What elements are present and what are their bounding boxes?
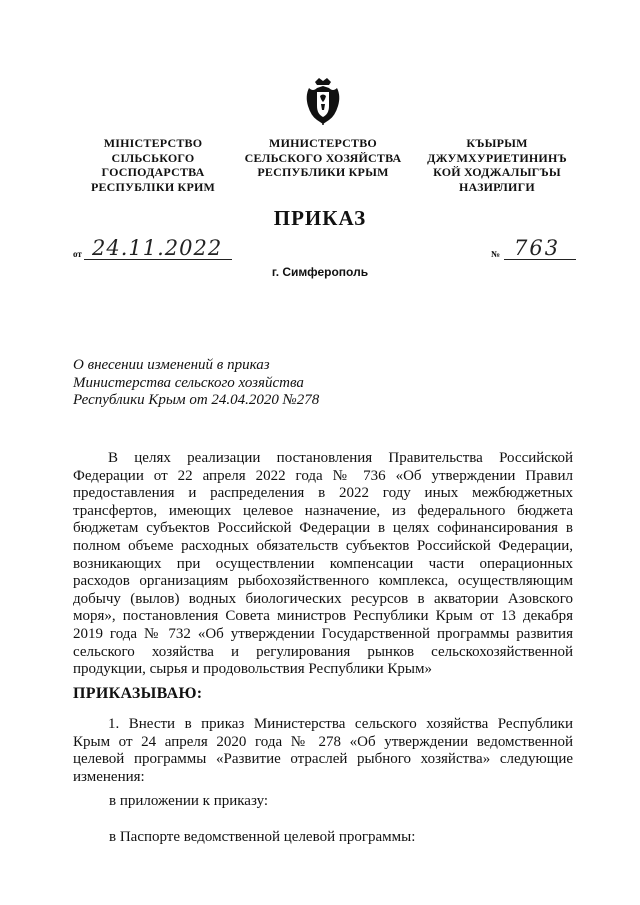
subject-line: О внесении изменений в приказ xyxy=(73,357,270,373)
subject-block xyxy=(73,357,319,410)
subject-line: Министерства сельского хозяйства xyxy=(73,374,304,391)
header-center-line: МИНИСТЕРСТВО xyxy=(269,136,377,150)
header-right-line: ДЖУМХУРИЕТИНИНЪ xyxy=(427,150,567,165)
number-label: № xyxy=(491,249,501,259)
city-name: г. Симферополь xyxy=(271,265,369,279)
document-title: ПРИКАЗ xyxy=(273,206,367,230)
header-left-line: РЕСПУБЛІКИ КРИМ xyxy=(90,179,216,194)
header-right-line: КЪЫРЫМ xyxy=(466,136,528,150)
header-crimean-tatar xyxy=(412,136,582,194)
header-ukrainian xyxy=(68,136,238,194)
header-left-line: СІЛЬСЬКОГО xyxy=(111,150,195,165)
header-left-line: МІНІСТЕРСТВО xyxy=(103,136,203,150)
preamble-paragraph xyxy=(73,450,573,679)
subitem-appendix: в приложении к приказу: xyxy=(109,793,269,809)
item-1-text: 1. Внести в приказ Министерства сельского хозяйства Республики Крым от 24 апреля 2020 года № 278 «Об утверждении ведомственной целевой программы «Развитие отраслей рыбного хозяйства» следующие изменения: xyxy=(73,716,573,785)
subject-line: Республики Крым от 24.04.2020 №278 xyxy=(73,392,320,408)
coat-of-arms-emblem xyxy=(303,76,343,126)
header-right-line: КОЙ ХОДЖАЛЫГЪЫ xyxy=(433,165,561,179)
item-1-paragraph xyxy=(73,716,573,786)
header-russian xyxy=(238,136,408,180)
header-right-line: НАЗИРЛИГИ xyxy=(459,179,535,194)
preamble-text: В целях реализации постановления Правительства Российской Федерации от 22 апреля 2022 года № 736 «Об утверждении Правил предоставления и распределения в 2022 году иных межбюджетных трансфертов, имеющих целевое назначение, из федерального бюджета бюджетам субъектов Российской Федерации в целях софинансирования в полном объеме расходных обязательств субъектов Российской Федерации, возникающих при осуществлении компенсации части операционных расходов организациям рыбохозяйственного комплекса, осуществляющим добычу (вылов) водных биологических ресурсов в акватории Азовского моря», постановления Совета министров Республики Крым от 13 декабря 2019 года № 732 «Об утверждении Государственной программы развития сельского хозяйства и регулирования рынков сельскохозяйственной продукции, сырья и продовольствия Республики Крым» xyxy=(73,450,573,678)
date-label: от xyxy=(73,249,82,259)
header-center-line: СЕЛЬСКОГО ХОЗЯЙСТВА xyxy=(244,150,402,165)
orders-heading: ПРИКАЗЫВАЮ: xyxy=(73,685,203,702)
handwritten-date: 24.11.2022 xyxy=(92,236,223,260)
header-center-line: РЕСПУБЛИКИ КРЫМ xyxy=(257,165,389,179)
handwritten-number: 763 xyxy=(514,236,561,260)
header-left-line: ГОСПОДАРСТВА xyxy=(101,165,205,179)
subitem-passport: в Паспорте ведомственной целевой программы: xyxy=(109,829,416,845)
